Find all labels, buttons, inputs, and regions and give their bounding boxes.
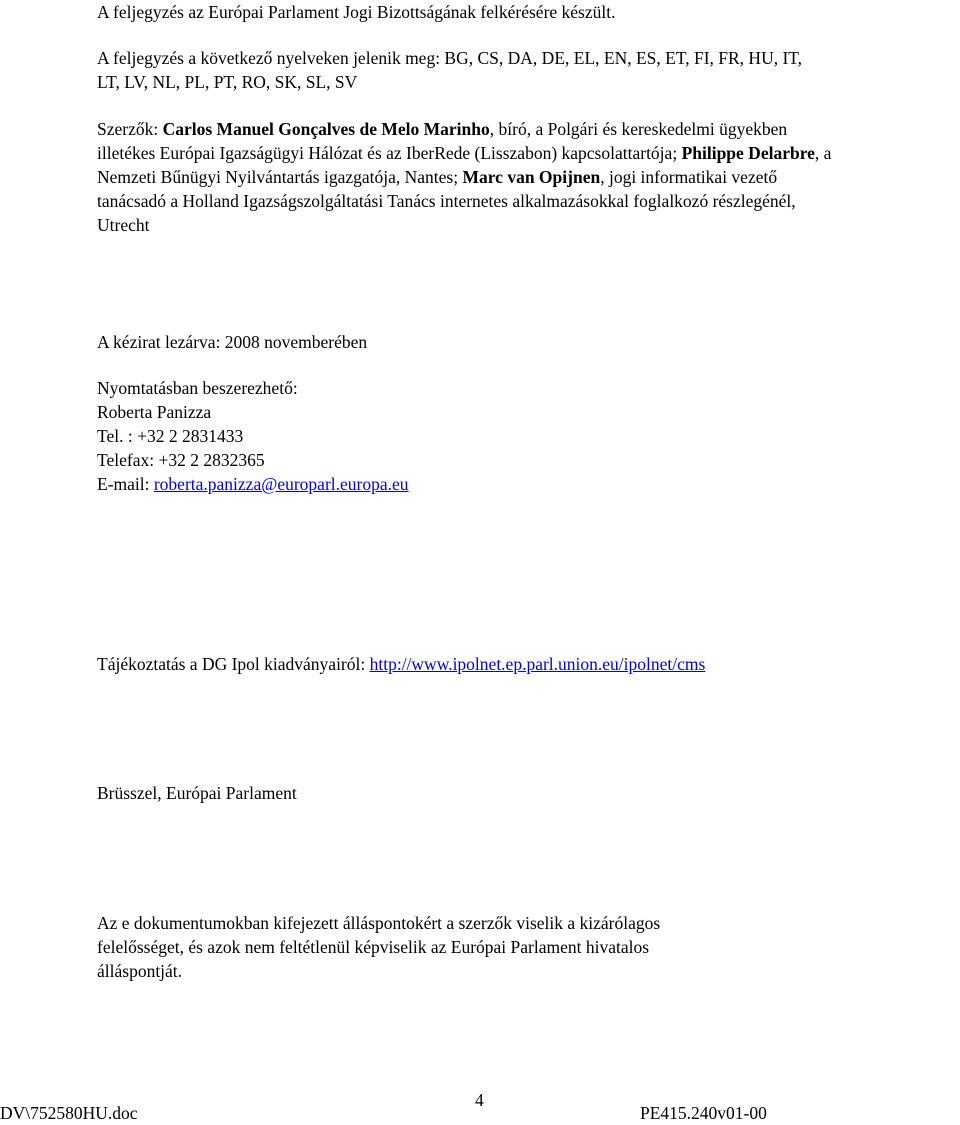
disclaimer-line-3: álláspontját. (97, 961, 183, 981)
languages-line-2: LT, LV, NL, PL, PT, RO, SK, SL, SV (97, 72, 358, 92)
email-label: E-mail: (97, 474, 154, 494)
disclaimer-line-1: Az e dokumentumokban kifejezett álláspontokért a szerzők viselik a kizárólagos (97, 913, 661, 933)
authors-label: Szerzők: (97, 119, 163, 139)
author-3-desc-a: , jogi informatikai vezető (600, 167, 778, 187)
email-link[interactable]: roberta.panizza@europarl.europa.eu (153, 474, 409, 494)
author-2-name: Philippe Delarbre (681, 143, 815, 163)
authors-line-3 (97, 165, 959, 189)
authors-line-4: tanácsadó a Holland Igazságszolgáltatási Tanács internetes alkalmazásokkal foglalkozó részlegénél, (97, 191, 796, 211)
authors-line-5: Utrecht (97, 215, 150, 235)
author-3-name: Marc van Opijnen (462, 167, 601, 187)
authors-paragraph (97, 117, 959, 237)
info-paragraph (97, 652, 959, 676)
contact-name: Roberta Panizza (97, 402, 212, 422)
info-label: Tájékoztatás a DG Ipol kiadványairól: (97, 654, 370, 674)
footer-reference: PE415.240v01-00 (640, 1103, 767, 1123)
contact-heading: Nyomtatásban beszerezhető: (97, 378, 298, 398)
contact-paragraph (97, 376, 959, 496)
place-paragraph (97, 781, 959, 805)
author-1-desc-b: illetékes Európai Igazságügyi Hálózat és az IberRede (Lisszabon) kapcsolattartója; (97, 143, 682, 163)
disclaimer-line-2: felelősséget, és azok nem feltétlenül képviselik az Európai Parlament hivatalos (97, 937, 650, 957)
intro-text: A feljegyzés az Európai Parlament Jogi Bizottságának felkérésére készült. (97, 2, 616, 22)
author-2-desc-b: Nemzeti Bűnügyi Nyilvántartás igazgatója, Nantes; (97, 167, 463, 187)
page-number: 4 (475, 1090, 484, 1110)
author-1-name: Carlos Manuel Gonçalves de Melo Marinho (162, 119, 490, 139)
author-1-desc-a: , bíró, a Polgári és kereskedelmi ügyekben (489, 119, 788, 139)
contact-email-line (97, 472, 959, 496)
languages-paragraph (97, 46, 959, 94)
footer-document-id: DV\752580HU.doc (0, 1103, 138, 1123)
ipolnet-link[interactable]: http://www.ipolnet.ep.parl.union.eu/ipolnet/cms (369, 654, 706, 674)
contact-tel: Tel. : +32 2 2831433 (97, 426, 244, 446)
authors-line-1 (97, 117, 959, 141)
manuscript-paragraph (97, 330, 959, 354)
contact-fax: Telefax: +32 2 2832365 (97, 450, 265, 470)
place-text: Brüsszel, Európai Parlament (97, 783, 297, 803)
disclaimer-paragraph (97, 911, 959, 983)
info-line (97, 652, 959, 676)
manuscript-date: A kézirat lezárva: 2008 novemberében (97, 332, 368, 352)
author-2-desc-a: , a (814, 143, 832, 163)
authors-line-2 (97, 141, 959, 165)
languages-line-1: A feljegyzés a következő nyelveken jelenik meg: BG, CS, DA, DE, EL, EN, ES, ET, FI, FR, HU, IT, (97, 48, 803, 68)
intro-paragraph (97, 0, 959, 24)
